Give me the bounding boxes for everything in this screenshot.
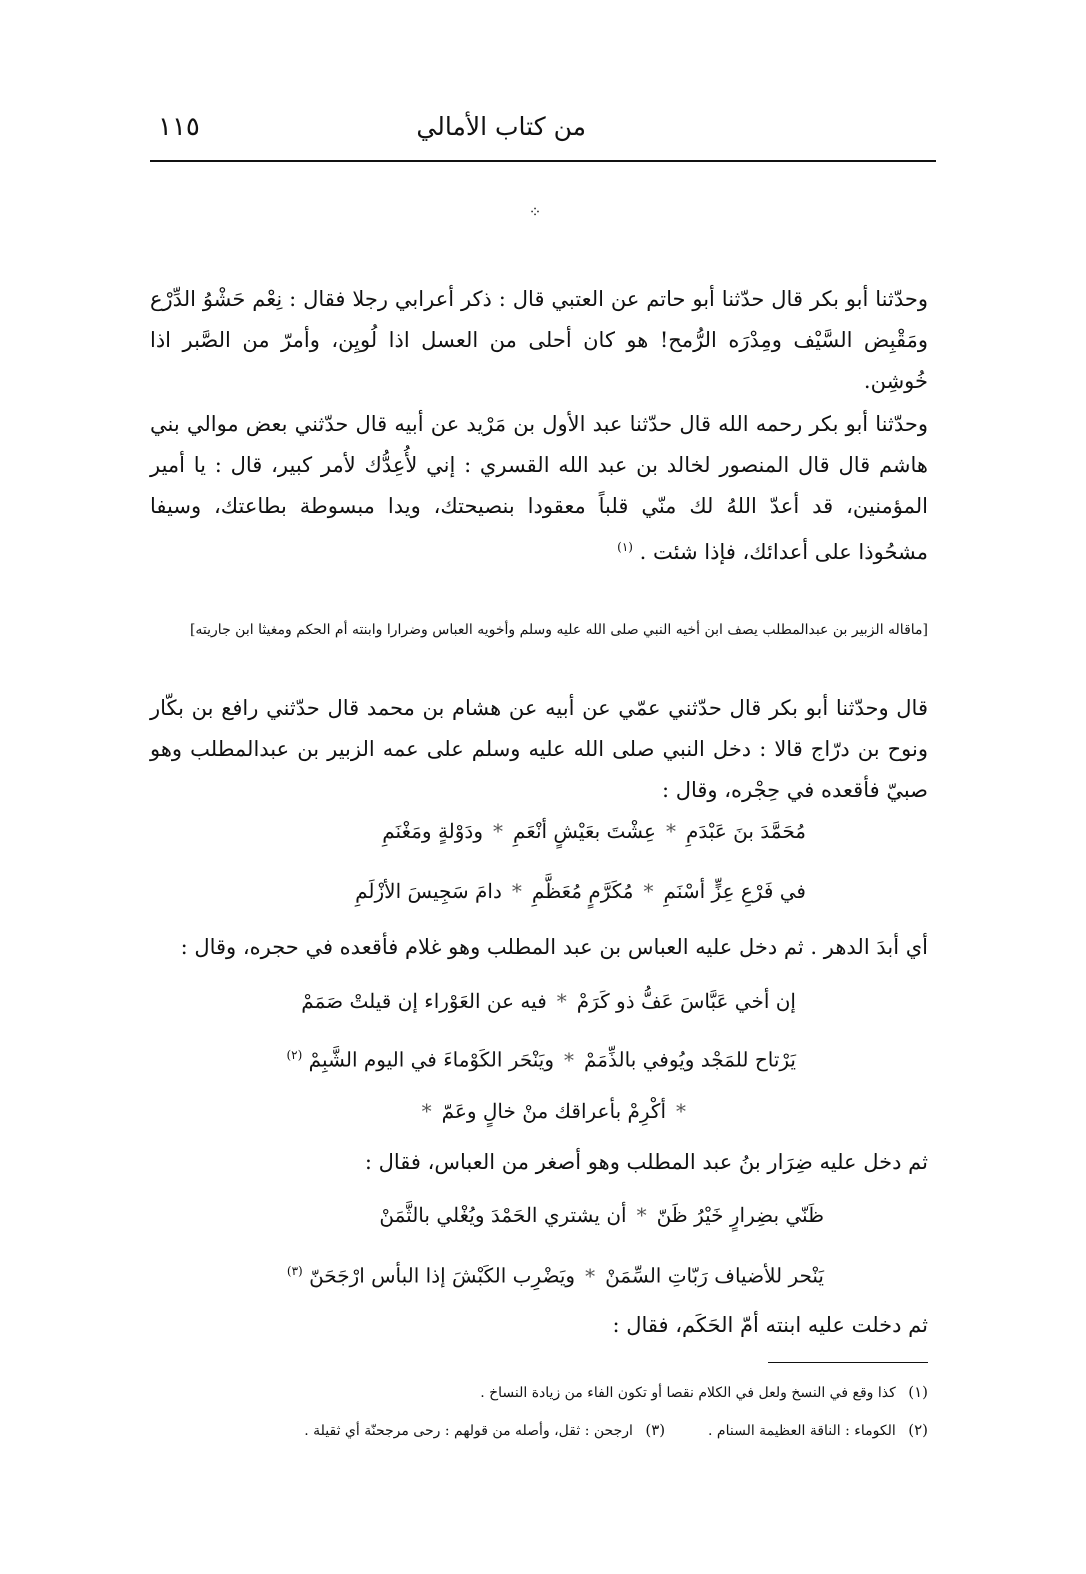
- verse-1-left: ودَوْلةٍ ومَغْنَمِ: [382, 819, 483, 843]
- footnote-2-number: (٢): [908, 1421, 928, 1439]
- verse-4-left: ويَنْحَر الكَوْماءَ في اليوم الشَّبِمْ: [308, 1047, 554, 1072]
- verse-line-5: *أكْرِمْ بأعراقك منْ خالٍ وعَمّ*: [421, 1099, 686, 1123]
- verse-6-left: أن يشتري الحَمْدَ ويُغْلي بالثَّمَنْ: [379, 1203, 627, 1227]
- verse-line-1: مُحَمَّدَ بنَ عَبْدَمِ*عِشْتَ بعَيْشٍ أنْعَمِ*ودَوْلةٍ ومَغْنَمِ: [382, 819, 806, 843]
- verse-1-right: مُحَمَّدَ بنَ عَبْدَمِ: [685, 819, 806, 843]
- footnote-marker-2: (٢): [286, 1048, 303, 1062]
- verse-line-3: إن أخي عَبَّاسَ عَفُّ ذو كَرَمْ*فيه عن العَوْراء إن قيلتْ صَمَمْ: [301, 989, 796, 1013]
- footnote-3-number: (٣): [645, 1421, 666, 1439]
- footnote-1-number: (١): [908, 1383, 928, 1401]
- verse-4-right: يَرْتاح للمَجْد ويُوفي بالذِّمَمْ: [584, 1047, 796, 1072]
- verse-6-right: ظَنّي بضِرارٍ خَيْرُ ظَنّ: [656, 1203, 824, 1227]
- header-rule: [150, 160, 936, 162]
- page-number: ١١٥: [158, 112, 200, 142]
- verse-line-7: يَنْحر للأضياف رَبّاتِ السِّمَنْ*ويَضْرِب الكَبْشَ إذا البأس ارْجَحَنّ $^{(٣)}$: [286, 1263, 824, 1288]
- narration-after-verse-2: أي أبدَ الدهر . ثم دخل عليه العباس بن عبد المطلب وهو غلام فأقعده في حجره، وقال :: [180, 935, 928, 959]
- footnote-2-3: [150, 1418, 928, 1443]
- footnote-rule: [768, 1362, 928, 1363]
- page-header: [150, 112, 936, 152]
- footnote-3-text: ارجحن : ثقل، وأصله من قولهم : رحى مرجحنّة أي ثقيلة .: [304, 1423, 633, 1439]
- verse-line-6: ظَنّي بضِرارٍ خَيْرُ ظَنّ*أن يشتري الحَمْدَ ويُغْلي بالثَّمَنْ: [379, 1203, 824, 1227]
- verse-2-right: في فَرْعِ عِزٍّ أسْنَمِ: [663, 879, 806, 903]
- verse-line-4: يَرْتاح للمَجْد ويُوفي بالذِّمَمْ*ويَنْحَر الكَوْماءَ في اليوم الشَّبِمْ $^{(٢)}$: [286, 1047, 796, 1072]
- footnote-marker-1: (١): [617, 540, 633, 554]
- verse-3-right: إن أخي عَبَّاسَ عَفُّ ذو كَرَمْ: [576, 989, 796, 1013]
- paragraph-second: [150, 404, 928, 573]
- asterism-ornament: ⁘: [528, 203, 542, 221]
- verse-1-middle: عِشْتَ بعَيْشٍ أنْعَمِ: [512, 819, 656, 843]
- footnote-marker-3: (٣): [286, 1264, 303, 1278]
- verse-7-left: ويَضْرِب الكَبْشَ إذا البأس ارْجَحَنّ: [309, 1263, 576, 1288]
- verse-7-right: يَنْحر للأضياف رَبّاتِ السِّمَنْ: [605, 1263, 824, 1288]
- paragraph-first: وحدّثنا أبو بكر قال حدّثنا أبو حاتم عن العتبي قال : ذكر أعرابي رجلا فقال : نِعْم حَشْوُ الدِّرْع ومَقْبِض السَّيْف ومِدْرَه الرُّمح! هو كان أحلى من العسل اذا لُويِن، وأمرّ من الصَّبر اذا خُوشِن.: [150, 287, 928, 393]
- paragraph-second-text: وحدّثنا أبو بكر رحمه الله قال حدّثنا عبد الأول بن مَرْيد عن أبيه قال حدّثني بعض موالي بني هاشم قال قال المنصور لخالد بن عبد الله القسري : إني لأُعِدُّك لأمر كبير، قال : يا أمير المؤمنين، قد أعدّ اللهُ لك منّي قلباً معقودا بنصيحتك، ويدا مبسوطة بطاعتك، وسيفا مشحُوذا على أعدائك، فإذا شئت .: [150, 412, 928, 564]
- footnote-2-text: الكوماء : الناقة العظيمة السنام .: [708, 1423, 896, 1439]
- verse-2-middle: مُكَرَّمٍ مُعَظَّمِ: [531, 879, 634, 903]
- footnote-1-text: كذا وقع في النسخ ولعل في الكلام نقصا أو تكون الفاء من زيادة النساخ .: [480, 1385, 896, 1401]
- footnote-1: [150, 1380, 928, 1405]
- verse-2-left: دامَ سَجِيسَ الأزْلَمِ: [355, 879, 502, 903]
- verse-line-2: في فَرْعِ عِزٍّ أسْنَمِ*مُكَرَّمٍ مُعَظَّمِ*دامَ سَجِيسَ الأزْلَمِ: [355, 879, 806, 903]
- paragraph-third: قال وحدّثنا أبو بكر قال حدّثني عمّي عن أبيه عن هشام بن محمد قال حدّثني رافع بن بكّار ونوح بن درّاج قالا : دخل النبي صلى الله عليه وسلم على عمه الزبير بن عبدالمطلب وهو صبيّ فأقعده في حِجْره، وقال :: [150, 696, 928, 802]
- verse-5-text: أكْرِمْ بأعراقك منْ خالٍ وعَمّ: [441, 1099, 666, 1123]
- section-heading-note: [ماقاله الزبير بن عبدالمطلب يصف ابن أخيه النبي صلى الله عليه وسلم وأخويه العباس وضرارا وابنته أم الحكم ومغيثا ابن جاريته]: [189, 622, 928, 638]
- narration-after-verse-5: ثم دخل عليه ضِرَار بنُ عبد المطلب وهو أصغر من العباس، فقال :: [364, 1150, 928, 1174]
- running-title: من كتاب الأمالي: [416, 112, 586, 141]
- narration-final: ثم دخلت عليه ابنته أمّ الحَكَم، فقال :: [612, 1313, 928, 1337]
- verse-3-left: فيه عن العَوْراء إن قيلتْ صَمَمْ: [301, 989, 547, 1013]
